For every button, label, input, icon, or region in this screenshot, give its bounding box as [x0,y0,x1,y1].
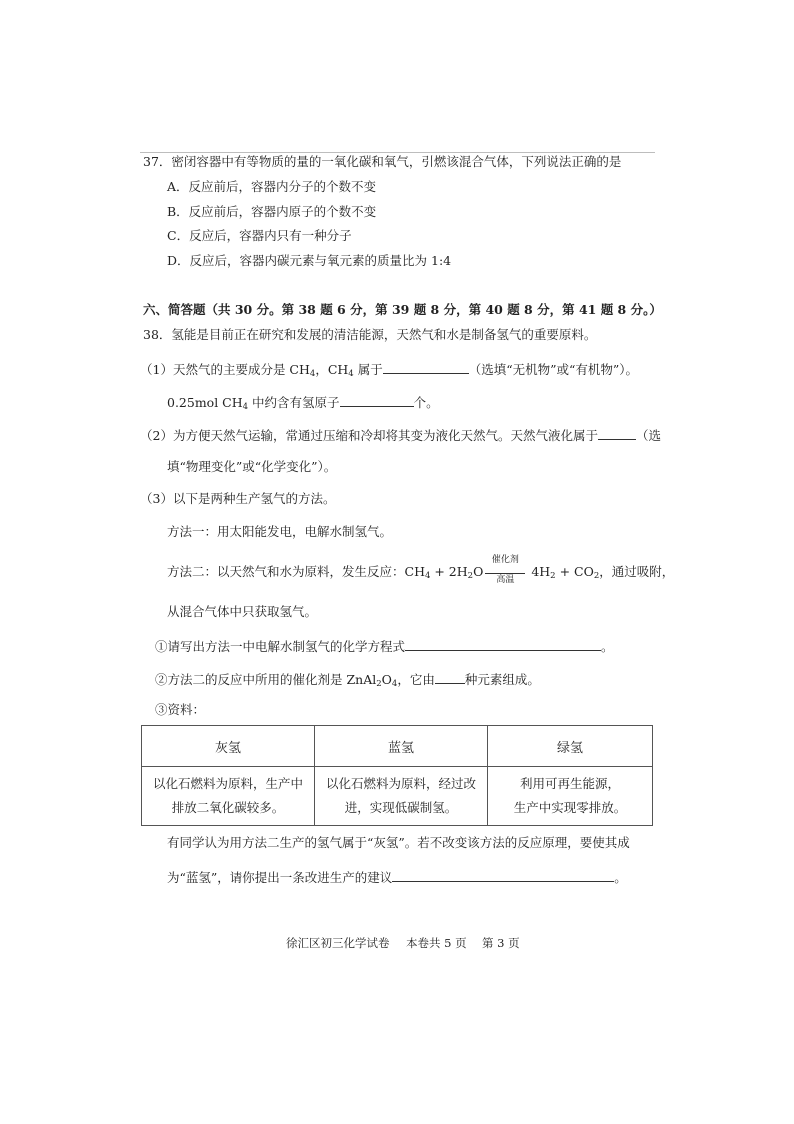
q38-part2-line2: 填“物理变化”或“化学变化”）。 [167,459,337,474]
closing-line-1: 有同学认为用方法二生产的氢气属于“灰氢”。若不改变该方法的反应原理，要使其成 [167,835,630,850]
cell-blue-hydrogen: 以化石燃料为原料，经过改 进，实现低碳制氢。 [315,767,488,826]
footer-page-number: 第 3 页 [482,936,520,950]
reaction-condition [485,554,525,585]
answer-blank-equation[interactable] [405,637,601,651]
header-green-hydrogen: 绿氢 [488,726,653,767]
sub-question-2: ②方法二的反应中所用的催化剂是 $ZnAl_2O_4$，它由 种元素组成。 [155,672,540,689]
footer-exam-name: 徐汇区初三化学试卷 [286,936,390,950]
footer-total-pages: 本卷共 5 页 [406,936,467,950]
catalyst-label: 催化剂 [491,554,519,565]
sub-question-3: ③资料： [155,702,206,717]
method-two-line2: 从混合气体中只获取氢气。 [167,604,318,619]
table-header-row [142,726,653,767]
q38-part1-line1: （1）天然气的主要成分是 $CH_4$，$CH_4$ 属于 （选填“无机物”或“有机物”）。 [140,362,639,379]
closing-line-2: 为“蓝氢”，请你提出一条改进生产的建议 。 [167,870,627,885]
sub-question-1: ①请写出方法一中电解水制氢气的化学方程式 。 [155,639,614,654]
high-temp-label: 高温 [496,574,515,585]
cell-green-hydrogen: 利用可再生能源， 生产中实现零排放。 [488,767,653,826]
q37-option-a: A．反应前后，容器内分子的个数不变 [167,179,377,194]
q38-part1-line2: 0.25mol $CH_4$ 中约含有氢原子 个。 [167,395,439,412]
reaction-line [485,573,525,574]
q37-option-b: B．反应前后，容器内原子的个数不变 [167,204,377,219]
section-title: 六、简答题（共 30 分。第 38 题 6 分，第 39 题 8 分，第 40 题 8 分，第 41 题 8 分。） [143,302,662,317]
answer-blank-change-type[interactable] [598,426,636,440]
cell-grey-hydrogen: 以化石燃料为原料，生产中 排放二氧化碳较多。 [142,767,315,826]
method-two-line1: 方法二：以天然气和水为原料，发生反应：$CH_4 + 2H_2O$ 催化剂 高温 $4H_2 + CO_2$，通过吸附， [167,554,675,585]
header-rule [140,152,655,153]
answer-blank-organic[interactable] [383,360,469,374]
header-blue-hydrogen: 蓝氢 [315,726,488,767]
answer-blank-element-count[interactable] [435,670,465,684]
q38-intro: 38．氢能是目前正在研究和发展的清洁能源，天然气和水是制备氢气的重要原料。 [143,327,597,342]
q38-part3: （3）以下是两种生产氢气的方法。 [140,491,336,506]
hydrogen-type-table [141,725,653,826]
q37-option-d: D．反应后，容器内碳元素与氧元素的质量比为 1:4 [167,253,452,268]
answer-blank-hydrogen-atoms[interactable] [340,393,414,407]
table-row [142,767,653,826]
q38-part2-line1: （2）为方便天然气运输，常通过压缩和冷却将其变为液化天然气。天然气液化属于 （选 [140,428,661,443]
answer-blank-suggestion[interactable] [392,868,614,882]
q37-option-c: C．反应后，容器内只有一种分子 [167,228,352,243]
q37-stem: 37．密闭容器中有等物质的量的一氧化碳和氧气，引燃该混合气体，下列说法正确的是 [143,154,622,169]
method-one: 方法一：用太阳能发电，电解水制氢气。 [167,524,393,539]
header-grey-hydrogen: 灰氢 [142,726,315,767]
